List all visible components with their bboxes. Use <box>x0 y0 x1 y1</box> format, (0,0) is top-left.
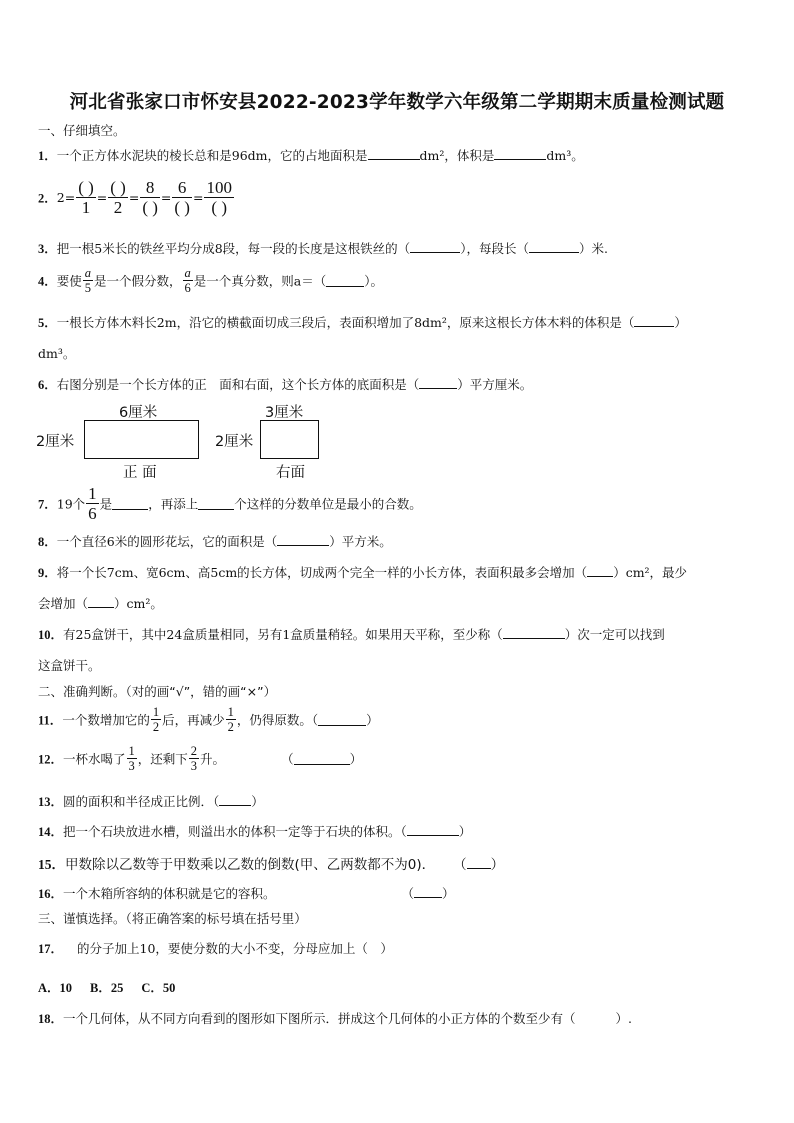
section-heading-1: 一、仔细填空。 <box>38 123 126 138</box>
fraction: $\frac{a}{5}$ <box>84 266 92 295</box>
answer-blank[interactable] <box>634 315 674 327</box>
question-6: 6．右图分别是一个长方体的正 面和右面，这个长方体的底面积是（ ）平方厘米。 <box>38 377 533 392</box>
question-11: 11．一个数增加它的 $\frac{1}{2}$ 后，再减少 $\frac{1}{2}$ ，仍得原数。（ ） <box>38 705 379 734</box>
fraction: $\frac{6}{( )}$ <box>174 178 190 217</box>
question-14: 14．把一个石块放进水槽，则溢出水的体积一定等于石块的体积。（ ） <box>38 824 472 839</box>
answer-blank[interactable] <box>112 498 148 510</box>
question-9: 9．将一个长7cm、宽6cm、高5cm的长方体，切成两个完全一样的小长方体，表面积最多会增加（ ）cm²，最少 <box>38 565 688 580</box>
fraction: $\frac{1}{2}$ <box>152 705 160 734</box>
answer-blank[interactable] <box>219 794 251 806</box>
question-2: 2．2= $\frac{( )}{1}$ = $\frac{( )}{2}$ = $\frac{8}{( )}$ = $\frac{6}{( )}$ = $\frac{100}{( )}$ <box>38 178 232 217</box>
front-face-label: 正 面 <box>123 465 157 481</box>
question-17: 17． 的分子加上10，要使分数的大小不变，分母应加上（ ） <box>38 941 393 956</box>
fraction: $\frac{( )}{1}$ <box>78 178 94 217</box>
fraction: $\frac{100}{( )}$ <box>206 178 232 217</box>
fraction: $\frac{a}{6}$ <box>184 266 191 295</box>
option-b[interactable]: B．25 <box>90 981 124 995</box>
answer-blank[interactable] <box>410 241 460 253</box>
section-heading-2: 二、准确判断。（对的画“√”，错的画“×”） <box>38 684 277 699</box>
question-16: 16．一个木箱所容纳的体积就是它的容积。 （ ） <box>38 886 455 901</box>
question-13: 13．圆的面积和半径成正比例．（ ） <box>38 794 264 809</box>
answer-blank[interactable] <box>294 753 350 765</box>
right-face-label: 右面 <box>276 465 305 481</box>
answer-blank[interactable] <box>503 627 565 639</box>
right-face-rect <box>260 420 319 459</box>
question-5: 5．一根长方体木料长2m，沿它的横截面切成三段后，表面积增加了8dm²，原来这根长方体木料的体积是（ ） <box>38 315 687 330</box>
question-3: 3．把一根5米长的铁丝平均分成8段，每一段的长度是这根铁丝的（ ），每段长（ ）米. <box>38 241 608 256</box>
fraction: $\frac{8}{( )}$ <box>142 178 158 217</box>
question-10-cont: 这盒饼干。 <box>38 658 101 673</box>
section-heading-3: 三、谨慎选择。（将正确答案的标号填在括号里） <box>38 911 307 926</box>
question-7: 7．19个 $\frac{1}{6}$ 是 ，再添上 个这样的分数单位是最小的合数。 <box>38 484 422 523</box>
answer-blank[interactable] <box>414 886 442 898</box>
answer-blank[interactable] <box>494 148 546 160</box>
fraction: $\frac{1}{6}$ <box>88 484 97 523</box>
question-18: 18．一个几何体，从不同方向看到的图形如下图所示．拼成这个几何体的小正方体的个数至少有（ ）. <box>38 1011 633 1026</box>
answer-blank[interactable] <box>198 498 234 510</box>
answer-blank[interactable] <box>407 824 459 836</box>
answer-blank[interactable] <box>318 714 366 726</box>
answer-blank[interactable] <box>529 241 579 253</box>
question-5-cont: dm³。 <box>38 346 76 361</box>
answer-blank[interactable] <box>88 596 114 608</box>
front-face-rect <box>84 420 199 459</box>
answer-blank[interactable] <box>326 275 364 287</box>
option-c[interactable]: C．50 <box>141 981 176 995</box>
page-title: 河北省张家口市怀安县2022-2023学年数学六年级第二学期期末质量检测试题 <box>69 92 725 113</box>
fraction: $\frac{1}{2}$ <box>227 705 234 734</box>
question-10: 10．有25盒饼干，其中24盒质量相同，另有1盒质量稍轻。如果用天平称，至少称（ ）次一定可以找到 <box>38 627 665 642</box>
answer-blank[interactable] <box>419 377 457 389</box>
option-a[interactable]: A．10 <box>38 981 73 995</box>
fraction: $\frac{2}{3}$ <box>190 744 198 773</box>
right-height-label: 2厘米 <box>215 434 254 450</box>
question-9-cont: 会增加（ ）cm²。 <box>38 596 163 611</box>
answer-blank[interactable] <box>277 534 329 546</box>
fraction: $\frac{( )}{2}$ <box>110 178 126 217</box>
fraction: $\frac{1}{3}$ <box>128 744 135 773</box>
question-4: 4．要使 $\frac{a}{5}$ 是一个假分数， $\frac{a}{6}$ 是一个真分数，则a＝（ ）。 <box>38 266 384 295</box>
answer-blank[interactable] <box>587 565 613 577</box>
answer-blank[interactable] <box>467 857 491 869</box>
question-12: 12．一杯水喝了 $\frac{1}{3}$ ，还剩下 $\frac{2}{3}$ 升。 （ ） <box>38 744 363 773</box>
right-depth-label: 3厘米 <box>265 405 304 421</box>
question-15: 15．甲数除以乙数等于甲数乘以乙数的倒数(甲、乙两数都不为0)． （ ） <box>38 857 505 873</box>
question-17-options <box>38 978 175 996</box>
front-height-label: 2厘米 <box>36 434 75 450</box>
question-8: 8．一个直径6米的圆形花坛，它的面积是（ ）平方米。 <box>38 534 392 549</box>
question-1: 1．一个正方体水泥块的棱长总和是96dm，它的占地面积是 dm²，体积是 dm³。 <box>38 148 584 163</box>
front-width-label: 6厘米 <box>119 405 158 421</box>
answer-blank[interactable] <box>368 148 420 160</box>
